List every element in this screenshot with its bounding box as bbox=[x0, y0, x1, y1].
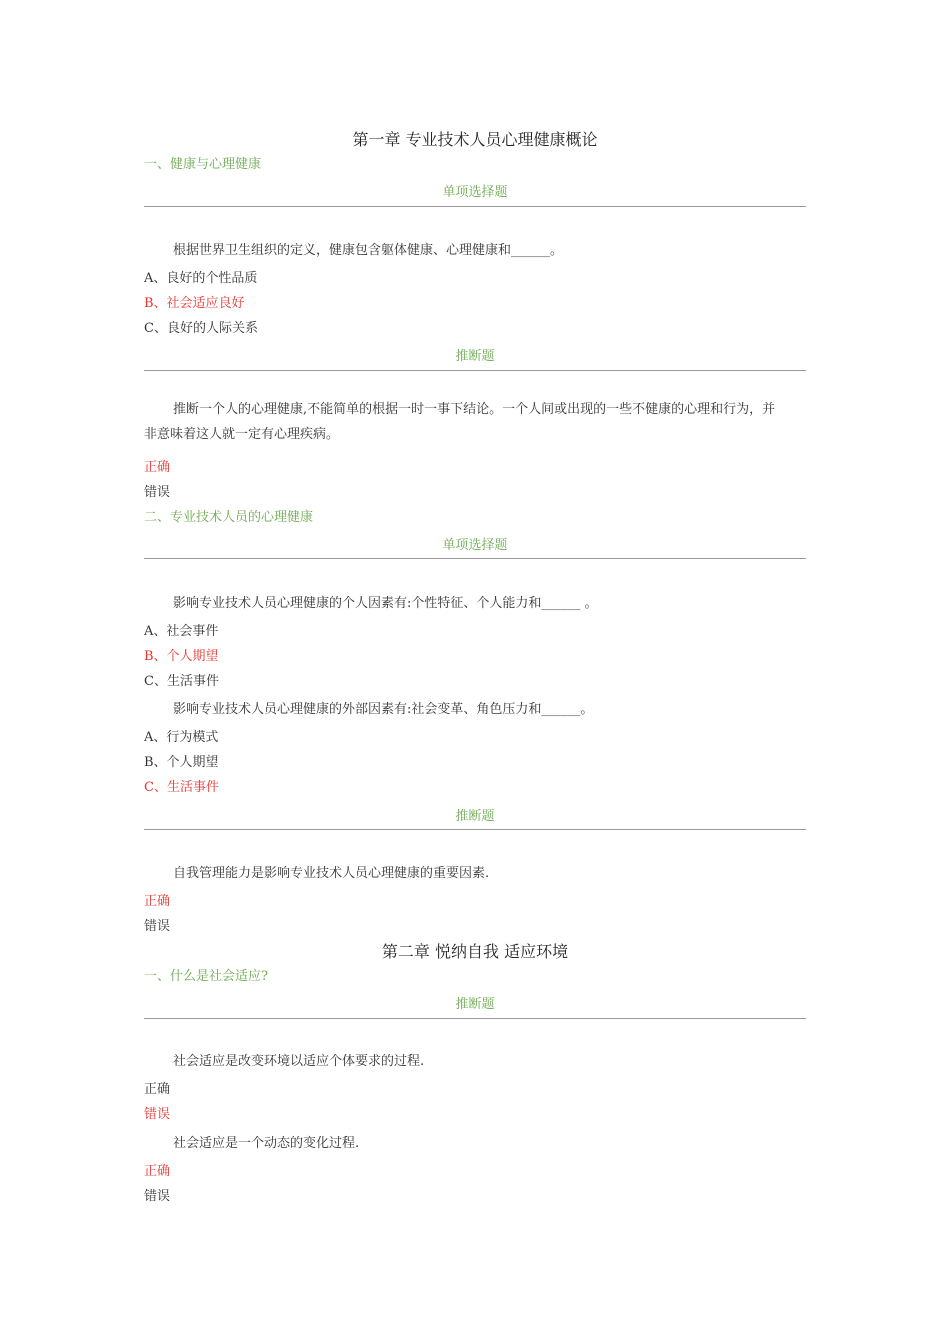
question-stem: 推断一个人的心理健康,不能简单的根据一时一事下结论。一个人间或出现的一些不健康的心理和行为，并非意味着这人就一定有心理疾病。 bbox=[144, 402, 776, 442]
answer-option-correct: 正确 bbox=[144, 460, 171, 475]
question-stem: 社会适应是一个动态的变化过程. bbox=[173, 1136, 360, 1151]
section-title: 一、健康与心理健康 bbox=[144, 157, 262, 172]
answer-option: B、个人期望 bbox=[144, 755, 219, 770]
answer-option: A、行为模式 bbox=[144, 730, 219, 745]
question-stem: 影响专业技术人员心理健康的个人因素有:个性特征、个人能力和______ 。 bbox=[173, 596, 598, 611]
question-stem: 自我管理能力是影响专业技术人员心理健康的重要因素. bbox=[173, 866, 490, 881]
divider bbox=[144, 370, 806, 371]
answer-option: C、良好的人际关系 bbox=[144, 321, 258, 336]
divider bbox=[144, 1018, 806, 1019]
question-type-heading: 推断题 bbox=[455, 809, 495, 824]
answer-option: A、良好的个性品质 bbox=[144, 271, 258, 286]
answer-option-correct: 正确 bbox=[144, 894, 171, 909]
answer-option: 错误 bbox=[144, 485, 171, 500]
question-stem: 根据世界卫生组织的定义，健康包含躯体健康、心理健康和______。 bbox=[173, 243, 564, 258]
answer-option-correct: B、个人期望 bbox=[144, 649, 219, 664]
answer-option-correct: C、生活事件 bbox=[144, 780, 219, 795]
chapter-title: 第二章 悦纳自我 适应环境 bbox=[381, 942, 569, 961]
answer-option-correct: 错误 bbox=[144, 1107, 171, 1122]
section-title: 二、专业技术人员的心理健康 bbox=[144, 510, 314, 525]
answer-option: A、社会事件 bbox=[144, 624, 219, 639]
question-type-heading: 推断题 bbox=[455, 997, 495, 1012]
question-type-heading: 推断题 bbox=[455, 349, 495, 364]
chapter-title: 第一章 专业技术人员心理健康概论 bbox=[352, 130, 598, 149]
divider bbox=[144, 558, 806, 559]
question-stem: 社会适应是改变环境以适应个体要求的过程. bbox=[173, 1054, 425, 1069]
answer-option: C、生活事件 bbox=[144, 674, 219, 689]
answer-option: 正确 bbox=[144, 1082, 171, 1097]
answer-option-correct: 正确 bbox=[144, 1164, 171, 1179]
divider bbox=[144, 206, 806, 207]
question-type-heading: 单项选择题 bbox=[442, 185, 508, 200]
question-stem: 影响专业技术人员心理健康的外部因素有:社会变革、角色压力和______。 bbox=[173, 702, 594, 717]
divider bbox=[144, 829, 806, 830]
section-title: 一、什么是社会适应? bbox=[144, 969, 268, 984]
answer-option-correct: B、社会适应良好 bbox=[144, 296, 245, 311]
answer-option: 错误 bbox=[144, 919, 171, 934]
answer-option: 错误 bbox=[144, 1189, 171, 1204]
question-type-heading: 单项选择题 bbox=[442, 538, 508, 553]
